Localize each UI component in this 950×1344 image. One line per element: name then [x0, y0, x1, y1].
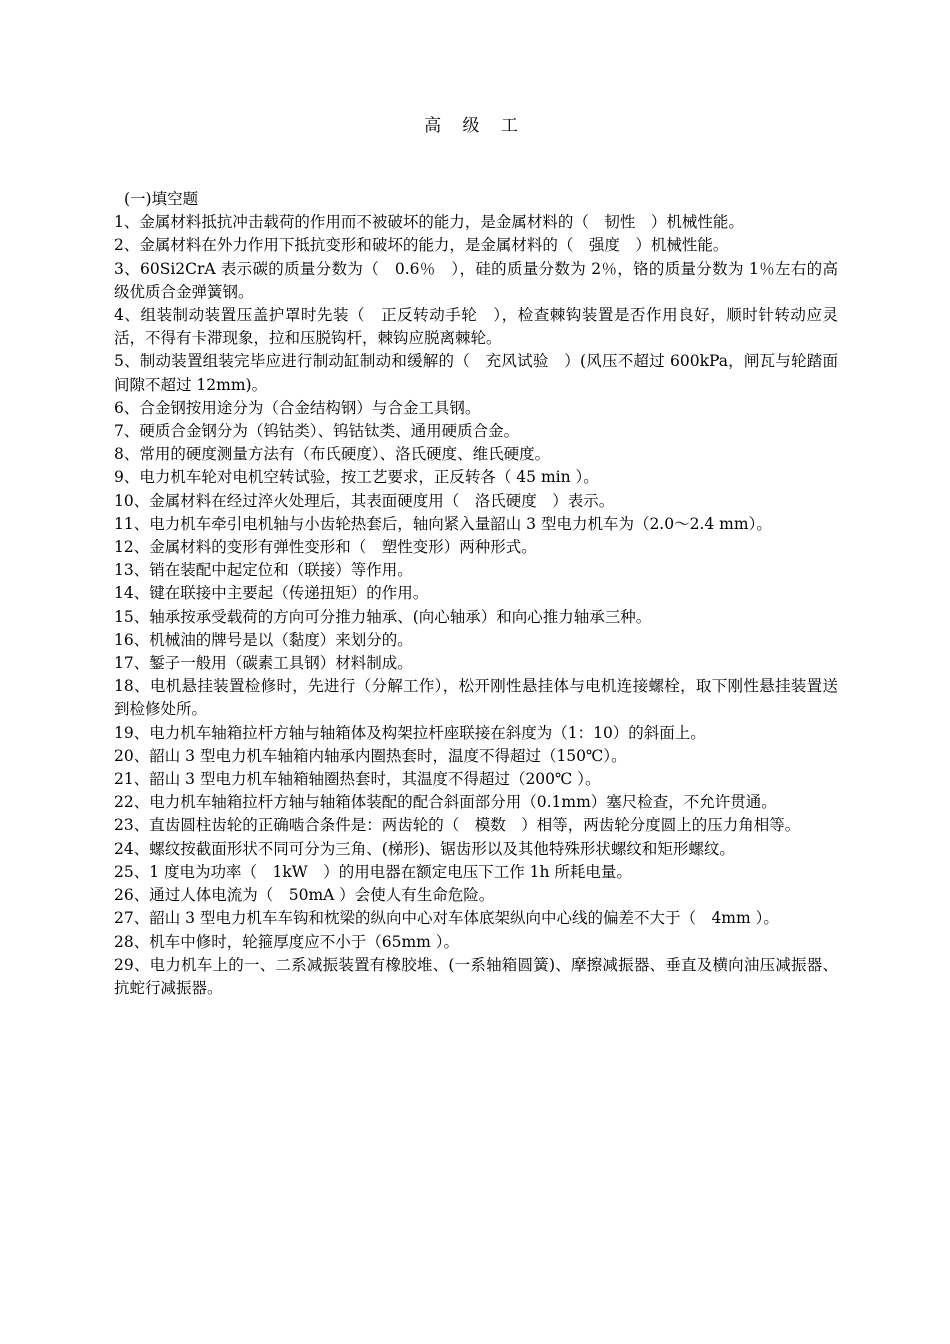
question-item: 8、常用的硬度测量方法有（布氏硬度）、洛氏硬度、维氏硬度。 — [114, 445, 551, 464]
question-item: 16、机械油的牌号是以（黏度）来划分的。 — [114, 630, 413, 649]
question-item: 3、60Si2CrA 表示碳的质量分数为（ 0.6％ ），硅的质量分数为 2％，铬的质量分数为 1％左右的高级优质合金弹簧钢。 — [114, 259, 838, 301]
question-item: 21、韶山 3 型电力机车轴箱轴圈热套时，其温度不得超过（200℃ ）。 — [114, 770, 601, 789]
question-item: 11、电力机车牵引电机轴与小齿轮热套后，轴向紧入量韶山 3 型电力机车为（2.0～2.4 mm）。 — [114, 514, 772, 533]
section-heading: (一)填空题 — [124, 190, 199, 208]
question-item: 22、电力机车轴箱拉杆方轴与轴箱体装配的配合斜面部分用（0.1mm）塞尺检查，不允许贯通。 — [114, 793, 777, 812]
question-item: 29、电力机车上的一、二系减振装置有橡胶堆、(一系轴箱圆簧)、摩擦减振器、垂直及横向油压减振器、抗蛇行减振器。 — [114, 955, 838, 997]
question-item: 7、硬质合金钢分为（钨钴类）、钨钴钛类、通用硬质合金。 — [114, 422, 520, 441]
question-item: 5、制动装置组装完毕应进行制动缸制动和缓解的（ 充风试验 ）(风压不超过 600kPa，闸瓦与轮踏面间隙不超过 12mm)。 — [114, 352, 838, 394]
question-item: 20、韶山 3 型电力机车轴箱内轴承内圈热套时，温度不得超过（150℃）。 — [114, 746, 627, 765]
question-item: 15、轴承按承受载荷的方向可分推力轴承、(向心轴承）和向心推力轴承三种。 — [114, 607, 652, 626]
question-item: 26、通过人体电流为（ 50mA ）会使人有生命危险。 — [114, 886, 495, 905]
question-item: 13、销在装配中起定位和（联接）等作用。 — [114, 561, 413, 580]
question-item: 24、螺纹按截面形状不同可分为三角、(梯形)、锯齿形以及其他特殊形状螺纹和矩形螺纹。 — [114, 839, 735, 858]
question-item: 17、錾子一般用（碳素工具钢）材料制成。 — [114, 654, 413, 673]
question-item: 9、电力机车轮对电机空转试验，按工艺要求，正反转各（ 45 min ）。 — [114, 468, 599, 487]
question-item: 28、机车中修时，轮箍厚度应不小于（65mm ）。 — [114, 932, 460, 951]
question-item: 4、组装制动装置压盖护罩时先装（ 正反转动手轮 ），检查棘钩装置是否作用良好，顺时针转动应灵活，不得有卡滞现象，拉和压脱钩杆，棘钩应脱离棘轮。 — [114, 306, 838, 348]
question-item: 1、金属材料抵抗冲击载荷的作用而不被破坏的能力，是金属材料的（ 韧性 ）机械性能。 — [114, 213, 744, 232]
question-item: 19、电力机车轴箱拉杆方轴与轴箱体及构架拉杆座联接在斜度为（1：10）的斜面上。 — [114, 723, 706, 742]
question-list — [114, 188, 838, 1000]
question-item: 27、韶山 3 型电力机车车钩和枕梁的纵向中心对车体底架纵向中心线的偏差不大于（ 4mm ）。 — [114, 909, 779, 928]
question-item: 10、金属材料在经过淬火处理后，其表面硬度用（ 洛氏硬度 ）表示。 — [114, 491, 615, 510]
question-item: 23、直齿圆柱齿轮的正确啮合条件是：两齿轮的（ 模数 ）相等，两齿轮分度圆上的压力角相等。 — [114, 816, 801, 835]
question-item: 25、1 度电为功率（ 1kW ）的用电器在额定电压下工作 1h 所耗电量。 — [114, 862, 632, 881]
question-item: 2、金属材料在外力作用下抵抗变形和破坏的能力，是金属材料的（ 强度 ）机械性能。 — [114, 236, 729, 255]
page-title: 高 级 工 — [424, 116, 526, 136]
question-item: 18、电机悬挂装置检修时，先进行（分解工作），松开刚性悬挂体与电机连接螺栓，取下刚性悬挂装置送到检修处所。 — [114, 677, 838, 719]
question-item: 12、金属材料的变形有弹性变形和（ 塑性变形）两种形式。 — [114, 538, 537, 557]
question-item: 14、键在联接中主要起（传递扭矩）的作用。 — [114, 584, 429, 603]
question-item: 6、合金钢按用途分为（合金结构钢）与合金工具钢。 — [114, 398, 481, 417]
